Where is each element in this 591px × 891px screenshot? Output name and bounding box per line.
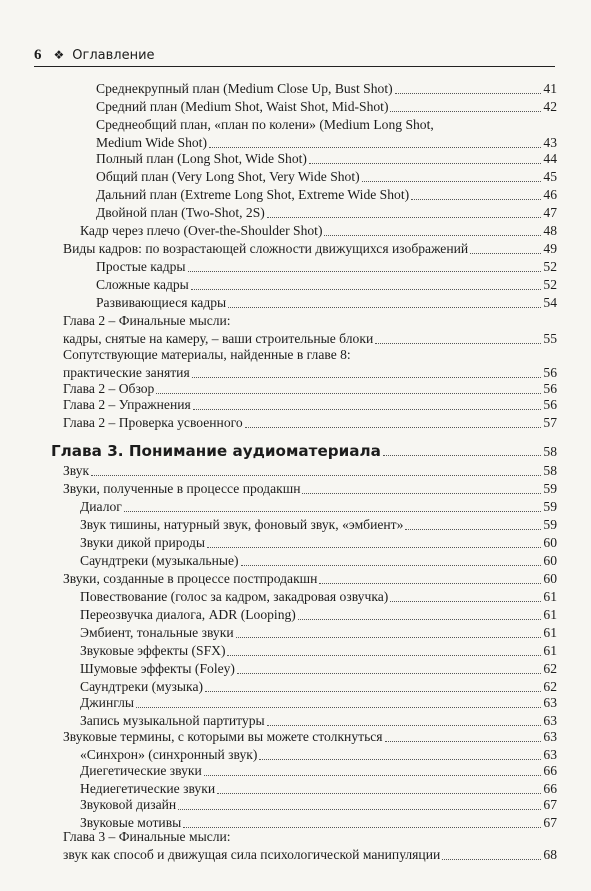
toc-entry[interactable]	[80, 796, 557, 814]
toc-page-number: 52	[543, 277, 557, 292]
toc-entry-label: Глава 2 – Проверка усвоенного	[63, 415, 243, 430]
toc-entry-label: Звуки дикой природы	[80, 535, 206, 550]
toc-entry-label: Глава 2 – Финальные мысли:	[63, 313, 231, 328]
toc-entry[interactable]	[80, 606, 557, 624]
toc-entry-label: практические занятия	[63, 365, 190, 380]
toc-page-number: 61	[543, 589, 557, 604]
toc-entry-label: Звуковые термины, с которыми вы можете столкнуться	[63, 729, 383, 744]
toc-entry-label: кадры, снятые на камеру, – ваши строительные блоки	[63, 331, 374, 346]
running-title: Оглавление	[72, 47, 155, 63]
toc-page-number: 52	[543, 259, 557, 274]
toc-entry-label: Звуки, полученные в процессе продакшн	[63, 481, 301, 496]
toc-entry-label: Диегетические звуки	[80, 763, 202, 778]
toc-entry-label: Кадр через плечо (Over-the-Shoulder Shot)	[80, 223, 323, 238]
toc-entry-label: Среднекрупный план (Medium Close Up, Bust Shot)	[96, 81, 393, 96]
toc-entry-first-line	[96, 116, 557, 134]
toc-entry-label: Звуковые эффекты (SFX)	[80, 643, 226, 658]
dot-leader	[470, 253, 541, 254]
dot-leader	[411, 199, 541, 200]
dot-leader	[227, 655, 541, 656]
toc-page-number: 59	[543, 499, 557, 514]
toc-entry[interactable]	[96, 204, 557, 222]
toc-page-number: 68	[543, 847, 557, 862]
toc-entry[interactable]	[80, 660, 557, 678]
toc-entry-label: Повествование (голос за кадром, закадровая озвучка)	[80, 589, 389, 604]
chapter-title: Глава 3. Понимание аудиоматериала	[51, 442, 381, 460]
dot-leader	[385, 741, 542, 742]
chapter-page-number: 58	[543, 444, 557, 459]
toc-entry-label: Глава 3 – Финальные мысли:	[63, 829, 231, 844]
toc-entry[interactable]	[96, 80, 557, 98]
toc-page-number: 59	[543, 517, 557, 532]
toc-entry-label: Звук	[63, 463, 90, 478]
toc-entry[interactable]	[80, 552, 557, 570]
dot-leader	[405, 529, 541, 530]
dot-leader	[236, 637, 542, 638]
toc-page-number: 48	[543, 223, 557, 238]
toc-entry-label: Общий план (Very Long Shot, Very Wide Shot)	[96, 169, 360, 184]
toc-entry[interactable]	[80, 516, 557, 534]
toc-page-number: 63	[543, 713, 557, 728]
dot-leader	[259, 759, 541, 760]
toc-page-number: 60	[543, 571, 557, 586]
ornament-icon: ❖	[53, 48, 65, 62]
dot-leader	[124, 511, 542, 512]
toc-entry[interactable]	[63, 462, 557, 480]
toc-page-number: 63	[543, 729, 557, 744]
dot-leader	[319, 583, 541, 584]
dot-leader	[245, 427, 542, 428]
toc-page-number: 61	[543, 625, 557, 640]
toc-entry-label: Звук тишины, натурный звук, фоновый звук, «эмбиент»	[80, 517, 404, 532]
dot-leader	[302, 493, 541, 494]
toc-page-number: 67	[543, 797, 557, 812]
toc-entry-label: Диалог	[80, 499, 122, 514]
toc-page-number: 58	[543, 463, 557, 478]
toc-page-number: 45	[543, 169, 557, 184]
toc-page-number: 57	[543, 415, 557, 430]
toc-entry[interactable]	[80, 624, 557, 642]
dot-leader	[178, 809, 541, 810]
dot-leader	[298, 619, 542, 620]
toc-entry-label: Звуки, созданные в процессе постпродакшн	[63, 571, 318, 586]
toc-entry[interactable]	[63, 570, 557, 588]
dot-leader	[375, 343, 541, 344]
dot-leader	[136, 707, 541, 708]
dot-leader	[188, 271, 542, 272]
dot-leader	[362, 181, 542, 182]
toc-entry[interactable]	[63, 846, 557, 864]
toc-entry[interactable]	[96, 276, 557, 294]
toc-entry[interactable]	[80, 588, 557, 606]
toc-entry[interactable]	[63, 480, 557, 498]
toc-entry-label: Сложные кадры	[96, 277, 189, 292]
toc-entry-label: Глава 2 – Упражнения	[63, 397, 191, 412]
toc-page-number: 54	[543, 295, 557, 310]
dot-leader	[324, 235, 541, 236]
toc-page-number: 56	[543, 381, 557, 396]
toc-entry-label: Среднеобщий план, «план по колени» (Medium Long Shot,	[96, 117, 434, 132]
toc-entry-label: Двойной план (Two-Shot, 2S)	[96, 205, 265, 220]
toc-page-number: 66	[543, 781, 557, 796]
toc-entry[interactable]	[80, 222, 557, 240]
toc-entry-label: Глава 2 – Обзор	[63, 381, 155, 396]
toc-page-number: 56	[543, 397, 557, 412]
toc-page-number: 62	[543, 661, 557, 676]
toc-entry[interactable]	[96, 168, 557, 186]
toc-entry-label: Средний план (Medium Shot, Waist Shot, Mid-Shot)	[96, 99, 389, 114]
toc-entry[interactable]	[80, 498, 557, 516]
toc-entry-label: Джинглы	[80, 695, 135, 710]
dot-leader	[237, 673, 541, 674]
dot-leader	[205, 691, 541, 692]
toc-entry-label: Виды кадров: по возрастающей сложности движущихся изображений	[63, 241, 469, 256]
toc-page-number: 63	[543, 695, 557, 710]
toc-entry-label: Саундтреки (музыкальные)	[80, 553, 239, 568]
toc-entry-label: Звуковой дизайн	[80, 797, 177, 812]
toc-page-number: 61	[543, 607, 557, 622]
dot-leader	[156, 393, 541, 394]
toc-page-number: 46	[543, 187, 557, 202]
dot-leader	[207, 547, 541, 548]
toc-entry[interactable]	[96, 294, 557, 312]
toc-entry[interactable]	[63, 396, 557, 414]
toc-entry[interactable]	[63, 728, 557, 746]
toc-entry-label: Простые кадры	[96, 259, 186, 274]
toc-page-number: 66	[543, 763, 557, 778]
dot-leader	[191, 289, 542, 290]
toc-page-number: 55	[543, 331, 557, 346]
toc-entry-label: «Синхрон» (синхронный звук)	[80, 747, 258, 762]
toc-entry-label: Medium Wide Shot)	[96, 135, 207, 150]
toc-page-number: 63	[543, 747, 557, 762]
dot-leader	[309, 163, 541, 164]
toc-entry-label: Саундтреки (музыка)	[80, 679, 204, 694]
dot-leader	[390, 601, 541, 602]
toc-entry[interactable]	[80, 694, 557, 712]
dot-leader	[192, 377, 542, 378]
toc-page-number: 67	[543, 815, 557, 830]
toc-entry[interactable]	[80, 762, 557, 780]
toc-entry[interactable]	[63, 240, 557, 258]
toc-entry-label: Сопутствующие материалы, найденные в главе 8:	[63, 347, 351, 362]
toc-page-number: 42	[543, 99, 557, 114]
toc-entry-label: звук как способ и движущая сила психологической манипуляции	[63, 847, 441, 862]
dot-leader	[193, 409, 542, 410]
toc-entry-label: Недиегетические звуки	[80, 781, 216, 796]
toc-page-number: 49	[543, 241, 557, 256]
toc-page-number: 61	[543, 643, 557, 658]
toc-entry-label: Развивающиеся кадры	[96, 295, 227, 310]
page-number: 6	[34, 46, 42, 63]
dot-leader	[241, 565, 542, 566]
toc-page-number: 44	[543, 151, 557, 166]
toc-entry-label: Звуковые мотивы	[80, 815, 182, 830]
dot-leader	[383, 455, 542, 456]
dot-leader	[217, 793, 541, 794]
toc-page-number: 59	[543, 481, 557, 496]
toc-page-number: 56	[543, 365, 557, 380]
dot-leader	[267, 725, 542, 726]
dot-leader	[395, 93, 542, 94]
dot-leader	[267, 217, 542, 218]
toc-page-number: 43	[543, 135, 557, 150]
toc-entry[interactable]	[96, 258, 557, 276]
dot-leader	[390, 111, 541, 112]
dot-leader	[228, 307, 541, 308]
toc-entry-first-line	[63, 828, 557, 846]
toc-entry[interactable]	[96, 186, 557, 204]
toc-entry[interactable]	[96, 98, 557, 116]
dot-leader	[91, 475, 541, 476]
toc-entry[interactable]	[96, 150, 557, 168]
toc-entry[interactable]	[80, 642, 557, 660]
toc-page-number: 47	[543, 205, 557, 220]
toc-page-number: 60	[543, 553, 557, 568]
dot-leader	[442, 859, 541, 860]
toc-entry[interactable]	[63, 414, 557, 432]
toc-entry[interactable]	[80, 534, 557, 552]
toc-page-number: 62	[543, 679, 557, 694]
toc-entry-label: Полный план (Long Shot, Wide Shot)	[96, 151, 307, 166]
toc-entry-label: Запись музыкальной партитуры	[80, 713, 265, 728]
toc-entry-label: Эмбиент, тональные звуки	[80, 625, 234, 640]
dot-leader	[204, 775, 542, 776]
toc-entry-label: Дальний план (Extreme Long Shot, Extreme Wide Shot)	[96, 187, 410, 202]
chapter-heading[interactable]	[51, 438, 557, 460]
toc-page-number: 60	[543, 535, 557, 550]
dot-leader	[209, 147, 541, 148]
toc-entry-label: Переозвучка диалога, ADR (Looping)	[80, 607, 296, 622]
toc-entry-label: Шумовые эффекты (Foley)	[80, 661, 235, 676]
toc-entry-first-line	[63, 346, 557, 364]
toc-entry-first-line	[63, 312, 557, 330]
toc-page-number: 41	[543, 81, 557, 96]
